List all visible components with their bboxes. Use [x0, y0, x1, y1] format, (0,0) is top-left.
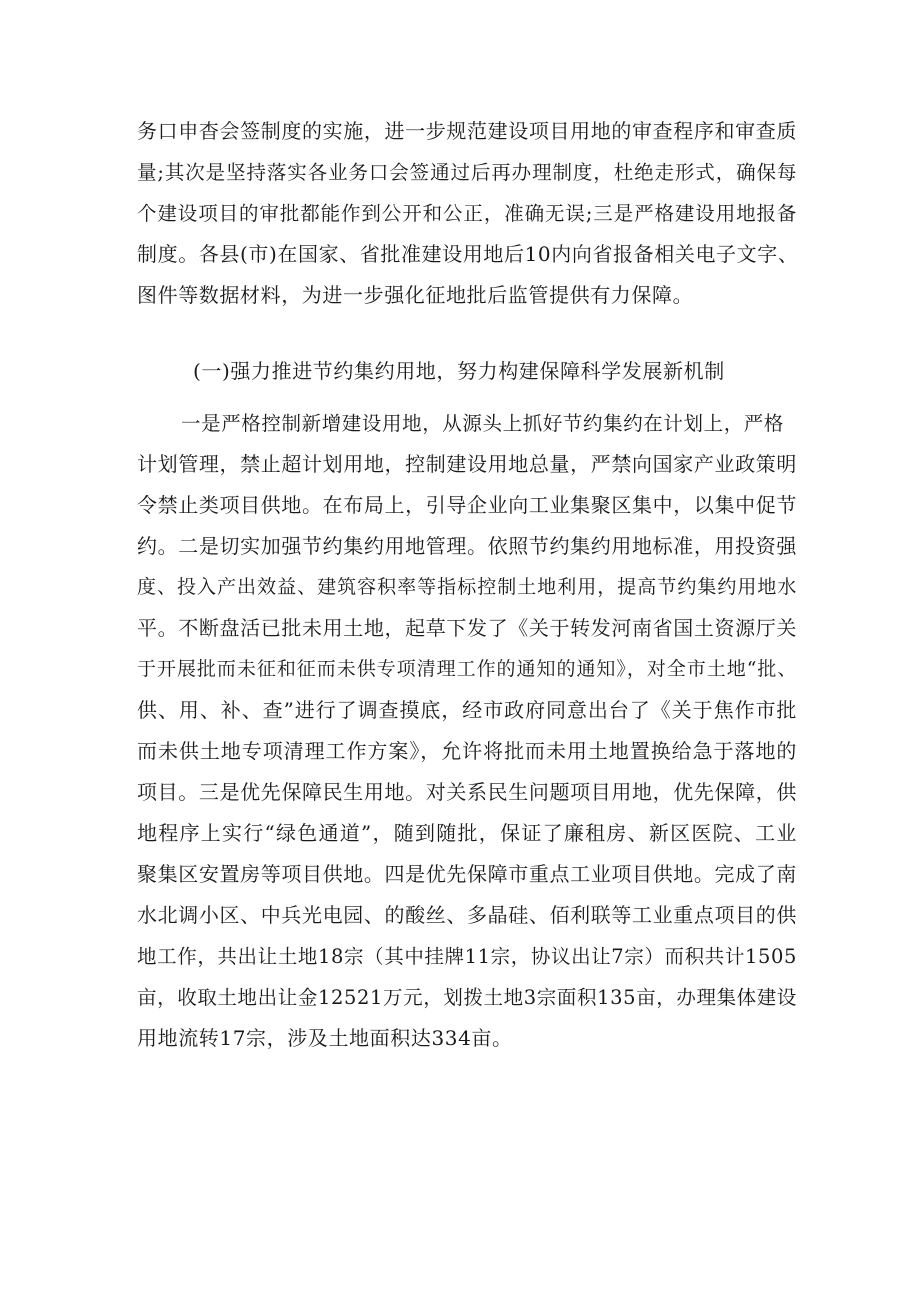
text-line: 地程序上实行“绿色通道”，随到随批，保证了廉租房、新区医院、工业	[137, 821, 797, 845]
text-line: 务口申杳会签制度的实施，进一步规范建设项目用地的审查程序和审查质	[137, 119, 797, 143]
text-line: 用地流转17宗，涉及土地面积达334亩。	[137, 1026, 513, 1050]
text-line: 供、用、补、查”进行了调查摸底，经市政府同意出台了《关于焦作市批	[137, 698, 797, 722]
text-line: 一是严格控制新增建设用地，从源头上抓好节约集约在计划上，严格	[181, 412, 785, 435]
text-line: 亩，收取土地出让金12521万元，划拨土地3宗面积135亩，办理集体建设	[137, 986, 797, 1009]
text-line: 计划管理，禁止超计划用地，控制建设用地总量，严禁向国家产业政策明	[137, 452, 797, 476]
paragraph-land-saving	[137, 403, 797, 1059]
text-line: 平。不断盘活已批未用土地，起草下发了《关于转发河南省国土资源厅关	[137, 616, 797, 640]
text-line: 地工作，共出让土地18宗（其中挂牌11宗，协议出让7宗）而积共计1505	[137, 945, 797, 968]
text-line: 量;其次是坚持落实各业务口会签通过后再办理制度，杜绝走形式，确保每	[137, 161, 797, 184]
paragraph-review-procedure	[137, 111, 797, 316]
text-line: 聚集区安置房等项目供地。四是优先保障市重点工业项目供地。完成了南	[137, 862, 797, 886]
text-line: 度、投入产出效益、建筑容积率等指标控制土地利用，提高节约集约用地水	[137, 576, 797, 598]
text-line: 个建设项目的审批都能作到公开和公正，准确无误;三是严格建设用地报备	[137, 202, 797, 225]
section-heading	[137, 351, 797, 392]
text-line: 项目。三是优先保障民生用地。对关系民生问题项目用地，优先保障，供	[137, 780, 797, 804]
text-line: 而未供土地专项清理工作方案》，允许将批而未用土地置换给急于落地的	[137, 739, 797, 763]
text-line: 制度。各县(市)在国家、省批准建设用地后10内向省报备相关电子文字、	[137, 242, 799, 266]
text-line: 图件等数据材料，为进一步强化征地批后监管提供有力保障。	[137, 283, 694, 307]
text-line: 水北调小区、中兵光电园、的酸丝、多晶硅、佰利联等工业重点项目的供	[137, 903, 797, 927]
text-line: 约。二是切实加强节约集约用地管理。依照节约集约用地标准，用投资强	[137, 534, 797, 558]
text-line: 令禁止类项目供地。在布局上，引导企业向工业集聚区集中，以集中促节	[137, 493, 797, 517]
text-line: 于开展批而未征和征而未供专项清理工作的通知的通知》，对全市土地“批、	[137, 658, 797, 680]
section-heading-text: (一)强力推进节约集约用地，努力构建保障科学发展新机制	[193, 359, 725, 383]
